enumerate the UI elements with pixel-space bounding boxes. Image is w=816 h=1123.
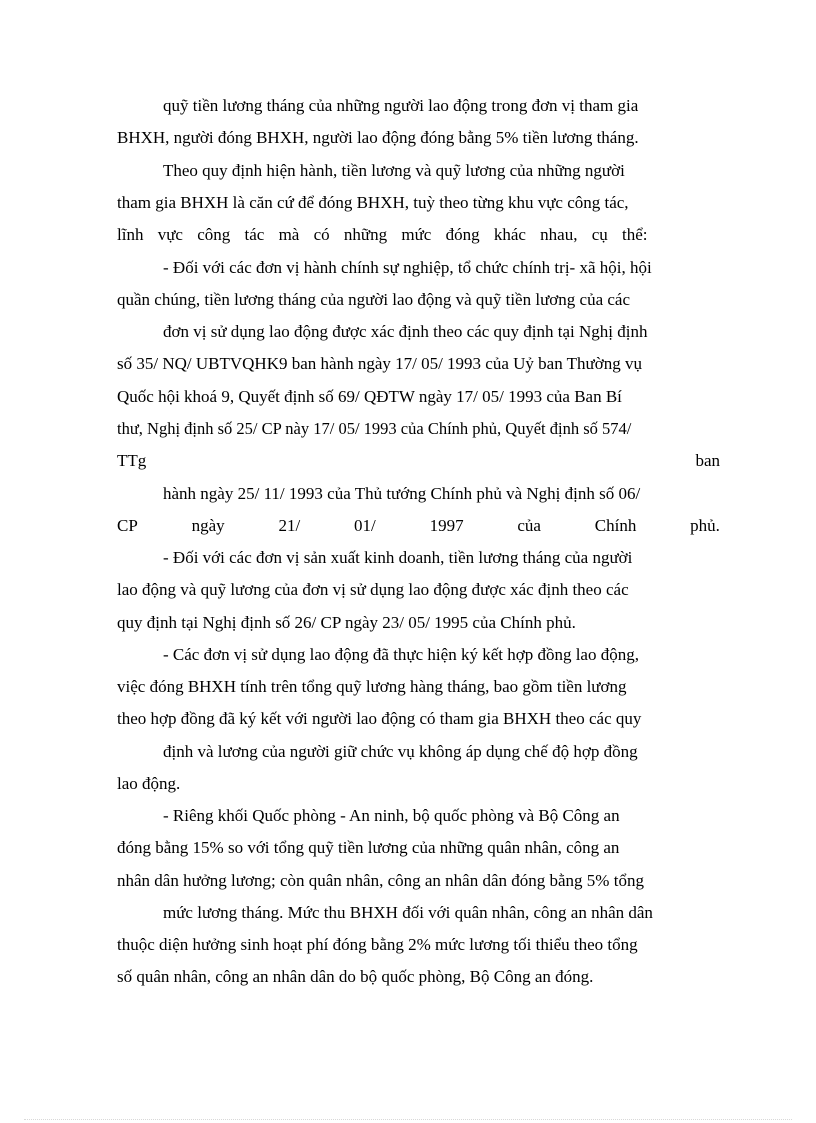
text-line: quần chúng, tiền lương tháng của người lao động và quỹ tiền lương của các — [117, 290, 631, 309]
text-line: BHXH, người đóng BHXH, người lao động đóng bằng 5% tiền lương tháng. — [117, 128, 639, 147]
word: 1997 — [429, 516, 464, 535]
text-line: - Đối với các đơn vị hành chính sự nghiệp, tổ chức chính trị- xã hội, hội — [163, 258, 652, 277]
text-line: Theo quy định hiện hành, tiền lương và quỹ lương của những người — [163, 161, 625, 180]
word: TTg — [117, 451, 147, 470]
word: 01/ — [354, 516, 376, 535]
text-line: lao động. — [117, 774, 181, 793]
text-line: số 35/ NQ/ UBTVQHK9 ban hành ngày 17/ 05/ 1993 của Uỷ ban Thường vụ — [117, 354, 642, 373]
word: phủ. — [690, 516, 720, 535]
text-line: - Các đơn vị sử dụng lao động đã thực hiện ký kết hợp đồng lao động, — [163, 645, 639, 664]
text-line: mức lương tháng. Mức thu BHXH đối với quân nhân, công an nhân dân — [163, 903, 653, 922]
text-line: quy định tại Nghị định số 26/ CP ngày 23/ 05/ 1995 của Chính phủ. — [117, 613, 576, 632]
word: Chính — [594, 516, 637, 535]
text-line: lao động và quỹ lương của đơn vị sử dụng lao động được xác định theo các — [117, 580, 629, 599]
text-line: hành ngày 25/ 11/ 1993 của Thủ tướng Chính phủ và Nghị định số 06/ — [163, 484, 641, 503]
text-line: thuộc diện hưởng sinh hoạt phí đóng bằng 2% mức lương tối thiểu theo tổng — [117, 935, 638, 954]
word: ngày — [191, 516, 225, 535]
page-bottom-rule — [24, 1119, 792, 1120]
text-line: định và lương của người giữ chức vụ không áp dụng chế độ hợp đồng — [163, 742, 638, 761]
text-line: quỹ tiền lương tháng của những người lao động trong đơn vị tham gia — [163, 96, 639, 115]
text-line: - Đối với các đơn vị sản xuất kinh doanh, tiền lương tháng của người — [163, 548, 633, 567]
text-line: việc đóng BHXH tính trên tổng quỹ lương hàng tháng, bao gồm tiền lương — [117, 677, 627, 696]
text-line: nhân dân hưởng lương; còn quân nhân, công an nhân dân đóng bằng 5% tổng — [117, 871, 644, 890]
text-line: số quân nhân, công an nhân dân do bộ quốc phòng, Bộ Công an đóng. — [117, 967, 594, 986]
text-line-justified — [117, 451, 720, 471]
text-line: - Riêng khối Quốc phòng - An ninh, bộ quốc phòng và Bộ Công an — [163, 806, 620, 825]
text-line: lĩnh vực công tác mà có những mức đóng khác nhau, cụ thể: — [117, 225, 648, 244]
word: của — [517, 516, 541, 535]
text-line-justified — [117, 516, 720, 536]
word: ban — [695, 451, 720, 470]
text-line: đơn vị sử dụng lao động được xác định theo các quy định tại Nghị định — [163, 322, 648, 341]
text-line: đóng bằng 15% so với tổng quỹ tiền lương của những quân nhân, công an — [117, 838, 620, 857]
word: CP — [117, 516, 138, 535]
word: 21/ — [278, 516, 301, 535]
text-line: Quốc hội khoá 9, Quyết định số 69/ QĐTW ngày 17/ 05/ 1993 của Ban Bí — [117, 387, 622, 406]
text-line: theo hợp đồng đã ký kết với người lao động có tham gia BHXH theo các quy — [117, 709, 642, 728]
text-line: tham gia BHXH là căn cứ để đóng BHXH, tuỳ theo từng khu vực công tác, — [117, 193, 629, 212]
text-line: thư, Nghị định số 25/ CP này 17/ 05/ 1993 của Chính phủ, Quyết định số 574/ — [117, 419, 632, 438]
